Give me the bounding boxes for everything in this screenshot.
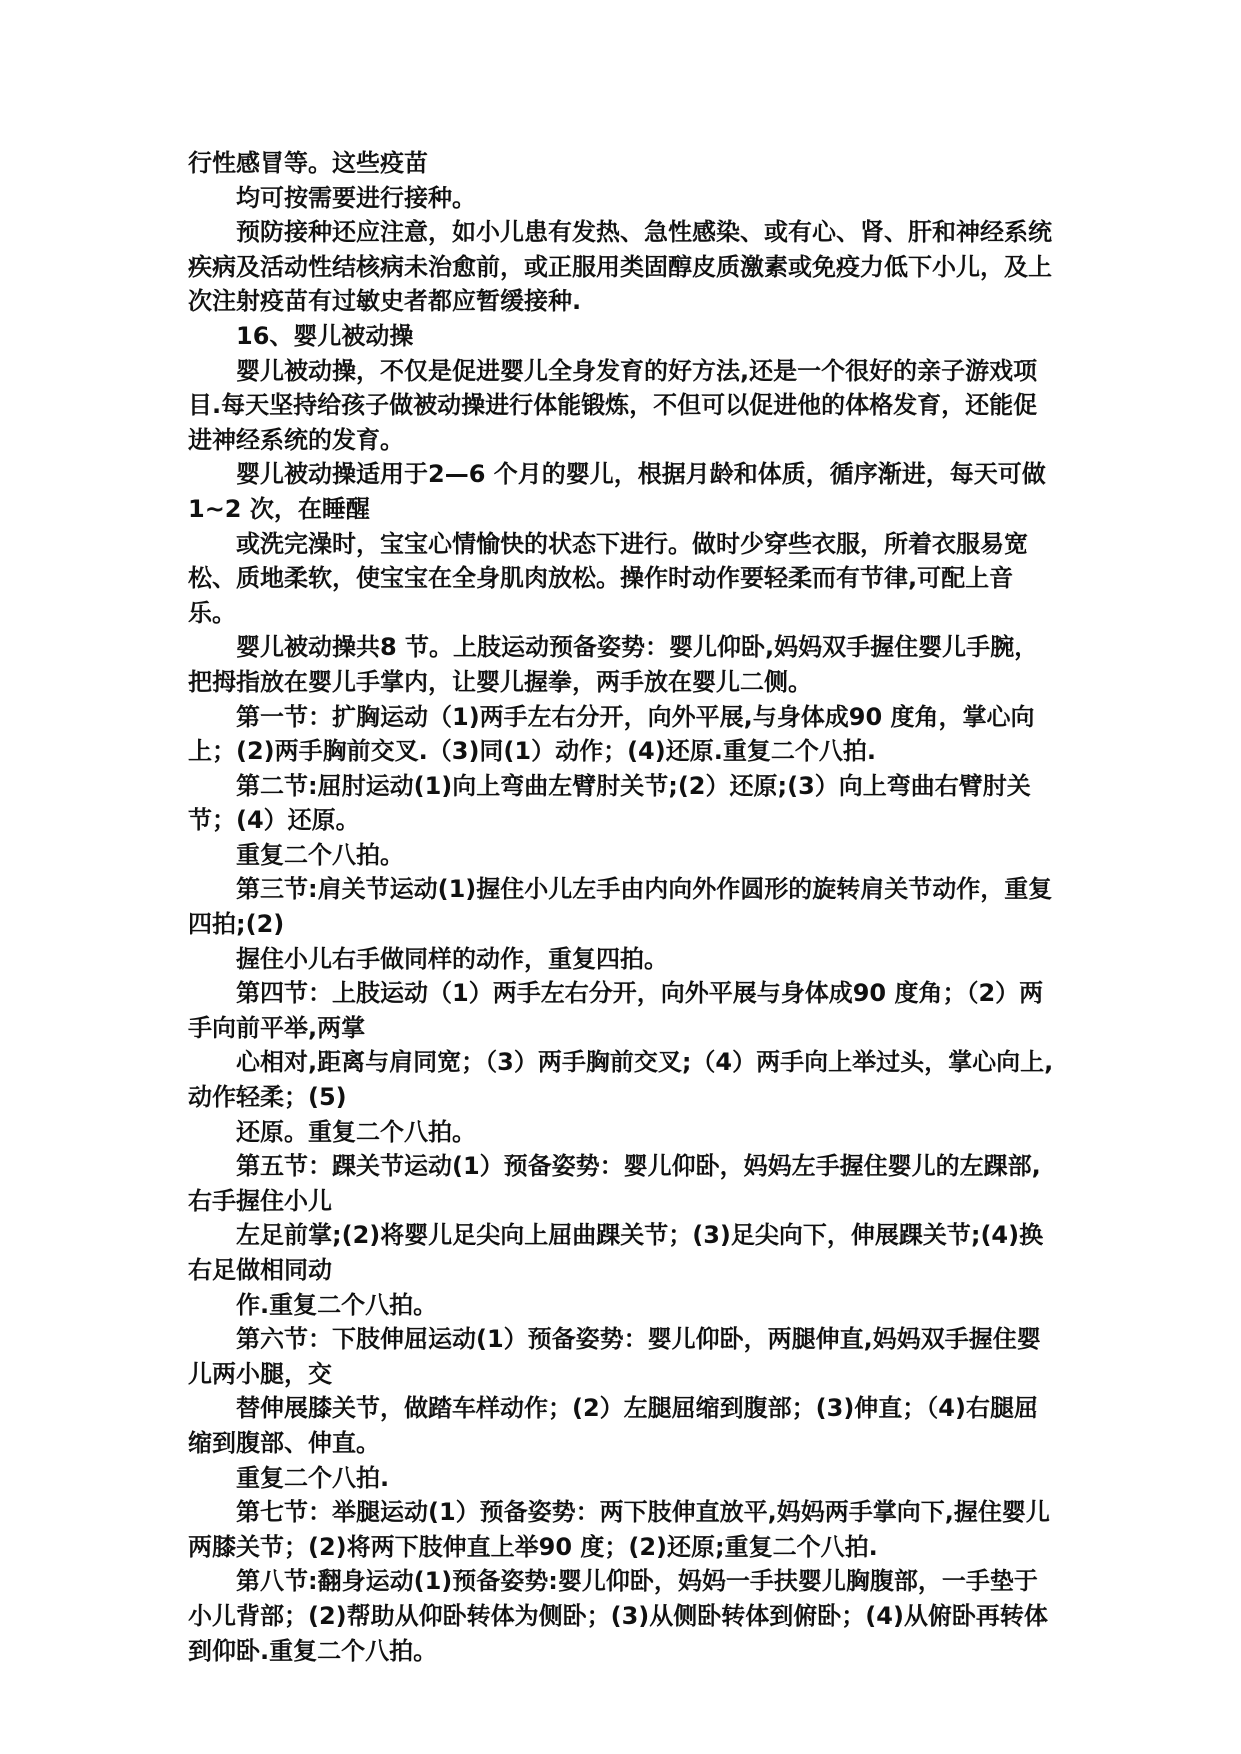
paragraph-22: 重复二个八拍.	[236, 1463, 390, 1492]
paragraph-5: 婴儿被动操，不仅是促进婴儿全身发育的好方法,还是一个很好的亲子游戏项目.每天坚持给孩子做被动操进行体能锻炼，不但可以促进他的体格发育，还能促进神经系统的发育。	[188, 356, 1038, 454]
paragraph-12: 第三节:肩关节运动(1)握住小儿左手由内向外作圆形的旋转肩关节动作，重复四拍;(2)	[188, 875, 1053, 939]
paragraph-7: 或洗完澡时，宝宝心情愉快的状态下进行。做时少穿些衣服，所着衣服易宽松、质地柔软，使宝宝在全身肌肉放松。操作时动作要轻柔而有节律,可配上音乐。	[188, 529, 1028, 627]
document-body	[188, 146, 1058, 1668]
paragraph-6: 婴儿被动操适用于2—6 个月的婴儿，根据月龄和体质，循序渐进，每天可做1~2 次，在睡醒	[188, 460, 1046, 523]
paragraph-8: 婴儿被动操共8 节。上肢运动预备姿势：婴儿仰卧,妈妈双手握住婴儿手腕，把拇指放在婴儿手掌内，让婴儿握拳，两手放在婴儿二侧。	[188, 633, 1039, 696]
paragraph-17: 第五节：踝关节运动(1）预备姿势：婴儿仰卧，妈妈左手握住婴儿的左踝部,右手握住小儿	[188, 1152, 1041, 1215]
paragraph-16: 还原。重复二个八拍。	[236, 1117, 476, 1146]
paragraph-21: 替伸展膝关节，做踏车样动作；(2）左腿屈缩到腹部；(3)伸直；（4)右腿屈缩到腹部、伸直。	[188, 1394, 1038, 1457]
paragraph-13: 握住小儿右手做同样的动作，重复四拍。	[236, 944, 668, 973]
paragraph-24: 第八节:翻身运动(1)预备姿势:婴儿仰卧，妈妈一手扶婴儿胸腹部，一手垫于小儿背部；(2)帮助从仰卧转体为侧卧；(3)从侧卧转体到俯卧；(4)从俯卧再转体到仰卧.重复二个八拍。	[188, 1567, 1048, 1665]
paragraph-11: 重复二个八拍。	[236, 840, 404, 869]
paragraph-18: 左足前掌;(2)将婴儿足尖向上屈曲踝关节；(3)足尖向下，伸展踝关节;(4)换右足做相同动	[188, 1221, 1044, 1284]
paragraph-23: 第七节：举腿运动(1）预备姿势：两下肢伸直放平,妈妈两手掌向下,握住婴儿两膝关节；(2)将两下肢伸直上举90 度；(2)还原;重复二个八拍.	[188, 1498, 1050, 1561]
section-heading: 16、婴儿被动操	[236, 321, 414, 350]
paragraph-19: 作.重复二个八拍。	[236, 1290, 438, 1319]
paragraph-2: 均可按需要进行接种。	[236, 183, 476, 212]
paragraph-9: 第一节：扩胸运动（1)两手左右分开，向外平展,与身体成90 度角，掌心向上；(2)两手胸前交叉.（3)同(1）动作；(4)还原.重复二个八拍.	[188, 702, 1035, 766]
paragraph-20: 第六节：下肢伸屈运动(1）预备姿势：婴儿仰卧，两腿伸直,妈妈双手握住婴儿两小腿，交	[188, 1325, 1041, 1388]
paragraph-15: 心相对,距离与肩同宽；（3）两手胸前交叉;（4）两手向上举过头，掌心向上,动作轻柔；(5)	[188, 1048, 1054, 1112]
paragraph-14: 第四节：上肢运动（1）两手左右分开，向外平展与身体成90 度角；（2）两手向前平举,两掌	[188, 979, 1044, 1042]
paragraph-10: 第二节:屈肘运动(1)向上弯曲左臂肘关节;(2）还原;(3）向上弯曲右臂肘关节；(4）还原。	[188, 771, 1031, 835]
paragraph-3: 预防接种还应注意，如小儿患有发热、急性感染、或有心、肾、肝和神经系统疾病及活动性结核病未治愈前，或正服用类固醇皮质激素或免疫力低下小儿，及上次注射疫苗有过敏史者都应暂缓接种.	[188, 218, 1052, 316]
paragraph-1: 行性感冒等。这些疫苗	[188, 149, 428, 177]
